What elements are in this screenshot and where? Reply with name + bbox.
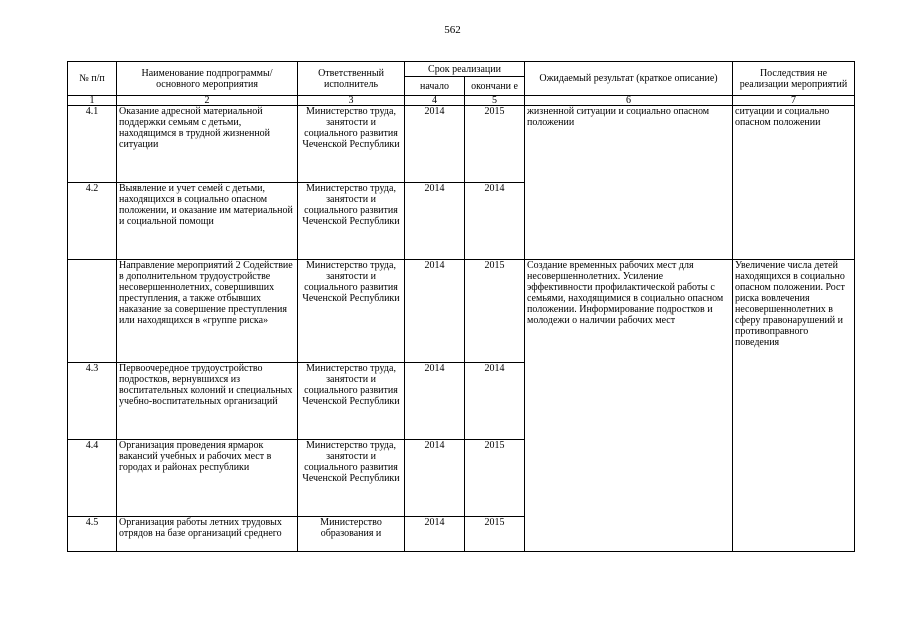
row-end: 2014 bbox=[465, 363, 525, 440]
row-num: 4.5 bbox=[68, 517, 117, 552]
header-result: Ожидаемый результат (краткое описание) bbox=[525, 62, 733, 96]
row-end: 2015 bbox=[465, 260, 525, 363]
program-table bbox=[67, 61, 855, 552]
row-name: Организация работы летних трудовых отрядов на базе организаций среднего bbox=[117, 517, 298, 552]
row-name: Направление мероприятий 2 Содействие в дополнительном трудоустройстве несовершеннолетних, совершивших преступления, а также отбывших наказание за совершение преступления или находящихся в «группе риска» bbox=[117, 260, 298, 363]
header-consequences: Последствия не реализации мероприятий bbox=[733, 62, 855, 96]
row-num bbox=[68, 260, 117, 363]
row-num: 4.4 bbox=[68, 440, 117, 517]
col-number: 6 bbox=[525, 96, 733, 106]
header-row bbox=[68, 62, 855, 77]
col-number: 2 bbox=[117, 96, 298, 106]
row-name: Организация проведения ярмарок вакансий учебных и рабочих мест в городах и районах республики bbox=[117, 440, 298, 517]
row-responsible: Министерство труда, занятости и социального развития Чеченской Республики bbox=[298, 363, 405, 440]
row-start: 2014 bbox=[405, 106, 465, 183]
table-row bbox=[68, 106, 855, 183]
row-responsible: Министерство труда, занятости и социального развития Чеченской Республики bbox=[298, 260, 405, 363]
row-name: Оказание адресной материальной поддержки семьям с детьми, находящимся в трудной жизненной ситуации bbox=[117, 106, 298, 183]
col-number: 4 bbox=[405, 96, 465, 106]
column-number-row bbox=[68, 96, 855, 106]
table-row-direction bbox=[68, 260, 855, 363]
row-name: Первоочередное трудоустройство подростков, вернувшихся из воспитательных колоний и специальных учебно-воспитательных организаций bbox=[117, 363, 298, 440]
header-name: Наименование подпрограммы/ основного мероприятия bbox=[117, 62, 298, 96]
header-start: начало bbox=[405, 77, 465, 96]
row-num: 4.1 bbox=[68, 106, 117, 183]
row-start: 2014 bbox=[405, 260, 465, 363]
header-responsible: Ответственный исполнитель bbox=[298, 62, 405, 96]
row-end: 2015 bbox=[465, 517, 525, 552]
row-end: 2015 bbox=[465, 440, 525, 517]
col-number: 7 bbox=[733, 96, 855, 106]
row-end: 2015 bbox=[465, 106, 525, 183]
col-number: 1 bbox=[68, 96, 117, 106]
row-num: 4.2 bbox=[68, 183, 117, 260]
header-end: окончани е bbox=[465, 77, 525, 96]
col-number: 5 bbox=[465, 96, 525, 106]
header-period: Срок реализации bbox=[405, 62, 525, 77]
row-start: 2014 bbox=[405, 363, 465, 440]
row-end: 2014 bbox=[465, 183, 525, 260]
row-responsible: Министерство труда, занятости и социального развития Чеченской Республики bbox=[298, 440, 405, 517]
row-responsible: Министерство образования и bbox=[298, 517, 405, 552]
row-responsible: Министерство труда, занятости и социального развития Чеченской Республики bbox=[298, 106, 405, 183]
result-cell-top: жизненной ситуации и социально опасном положении bbox=[525, 106, 733, 260]
row-name: Выявление и учет семей с детьми, находящихся в социально опасном положении, и оказание им материальной и социальной помощи bbox=[117, 183, 298, 260]
result-cell-bottom: Создание временных рабочих мест для несовершеннолетних. Усиление эффективности профилактической работы с семьями, находящимися в социально опасном положении. Информирование подростков и молодежи о наличии рабочих мест bbox=[525, 260, 733, 552]
consequences-cell-bottom: Увеличение числа детей находящихся в социально опасном положении. Рост риска вовлечения несовершеннолетних в сферу правонарушений и противоправного поведения bbox=[733, 260, 855, 552]
row-start: 2014 bbox=[405, 517, 465, 552]
row-start: 2014 bbox=[405, 183, 465, 260]
col-number: 3 bbox=[298, 96, 405, 106]
row-responsible: Министерство труда, занятости и социального развития Чеченской Республики bbox=[298, 183, 405, 260]
row-num: 4.3 bbox=[68, 363, 117, 440]
consequences-cell-top: ситуации и социально опасном положении bbox=[733, 106, 855, 260]
page-number: 562 bbox=[444, 24, 461, 36]
header-num: № п/п bbox=[68, 62, 117, 96]
row-start: 2014 bbox=[405, 440, 465, 517]
